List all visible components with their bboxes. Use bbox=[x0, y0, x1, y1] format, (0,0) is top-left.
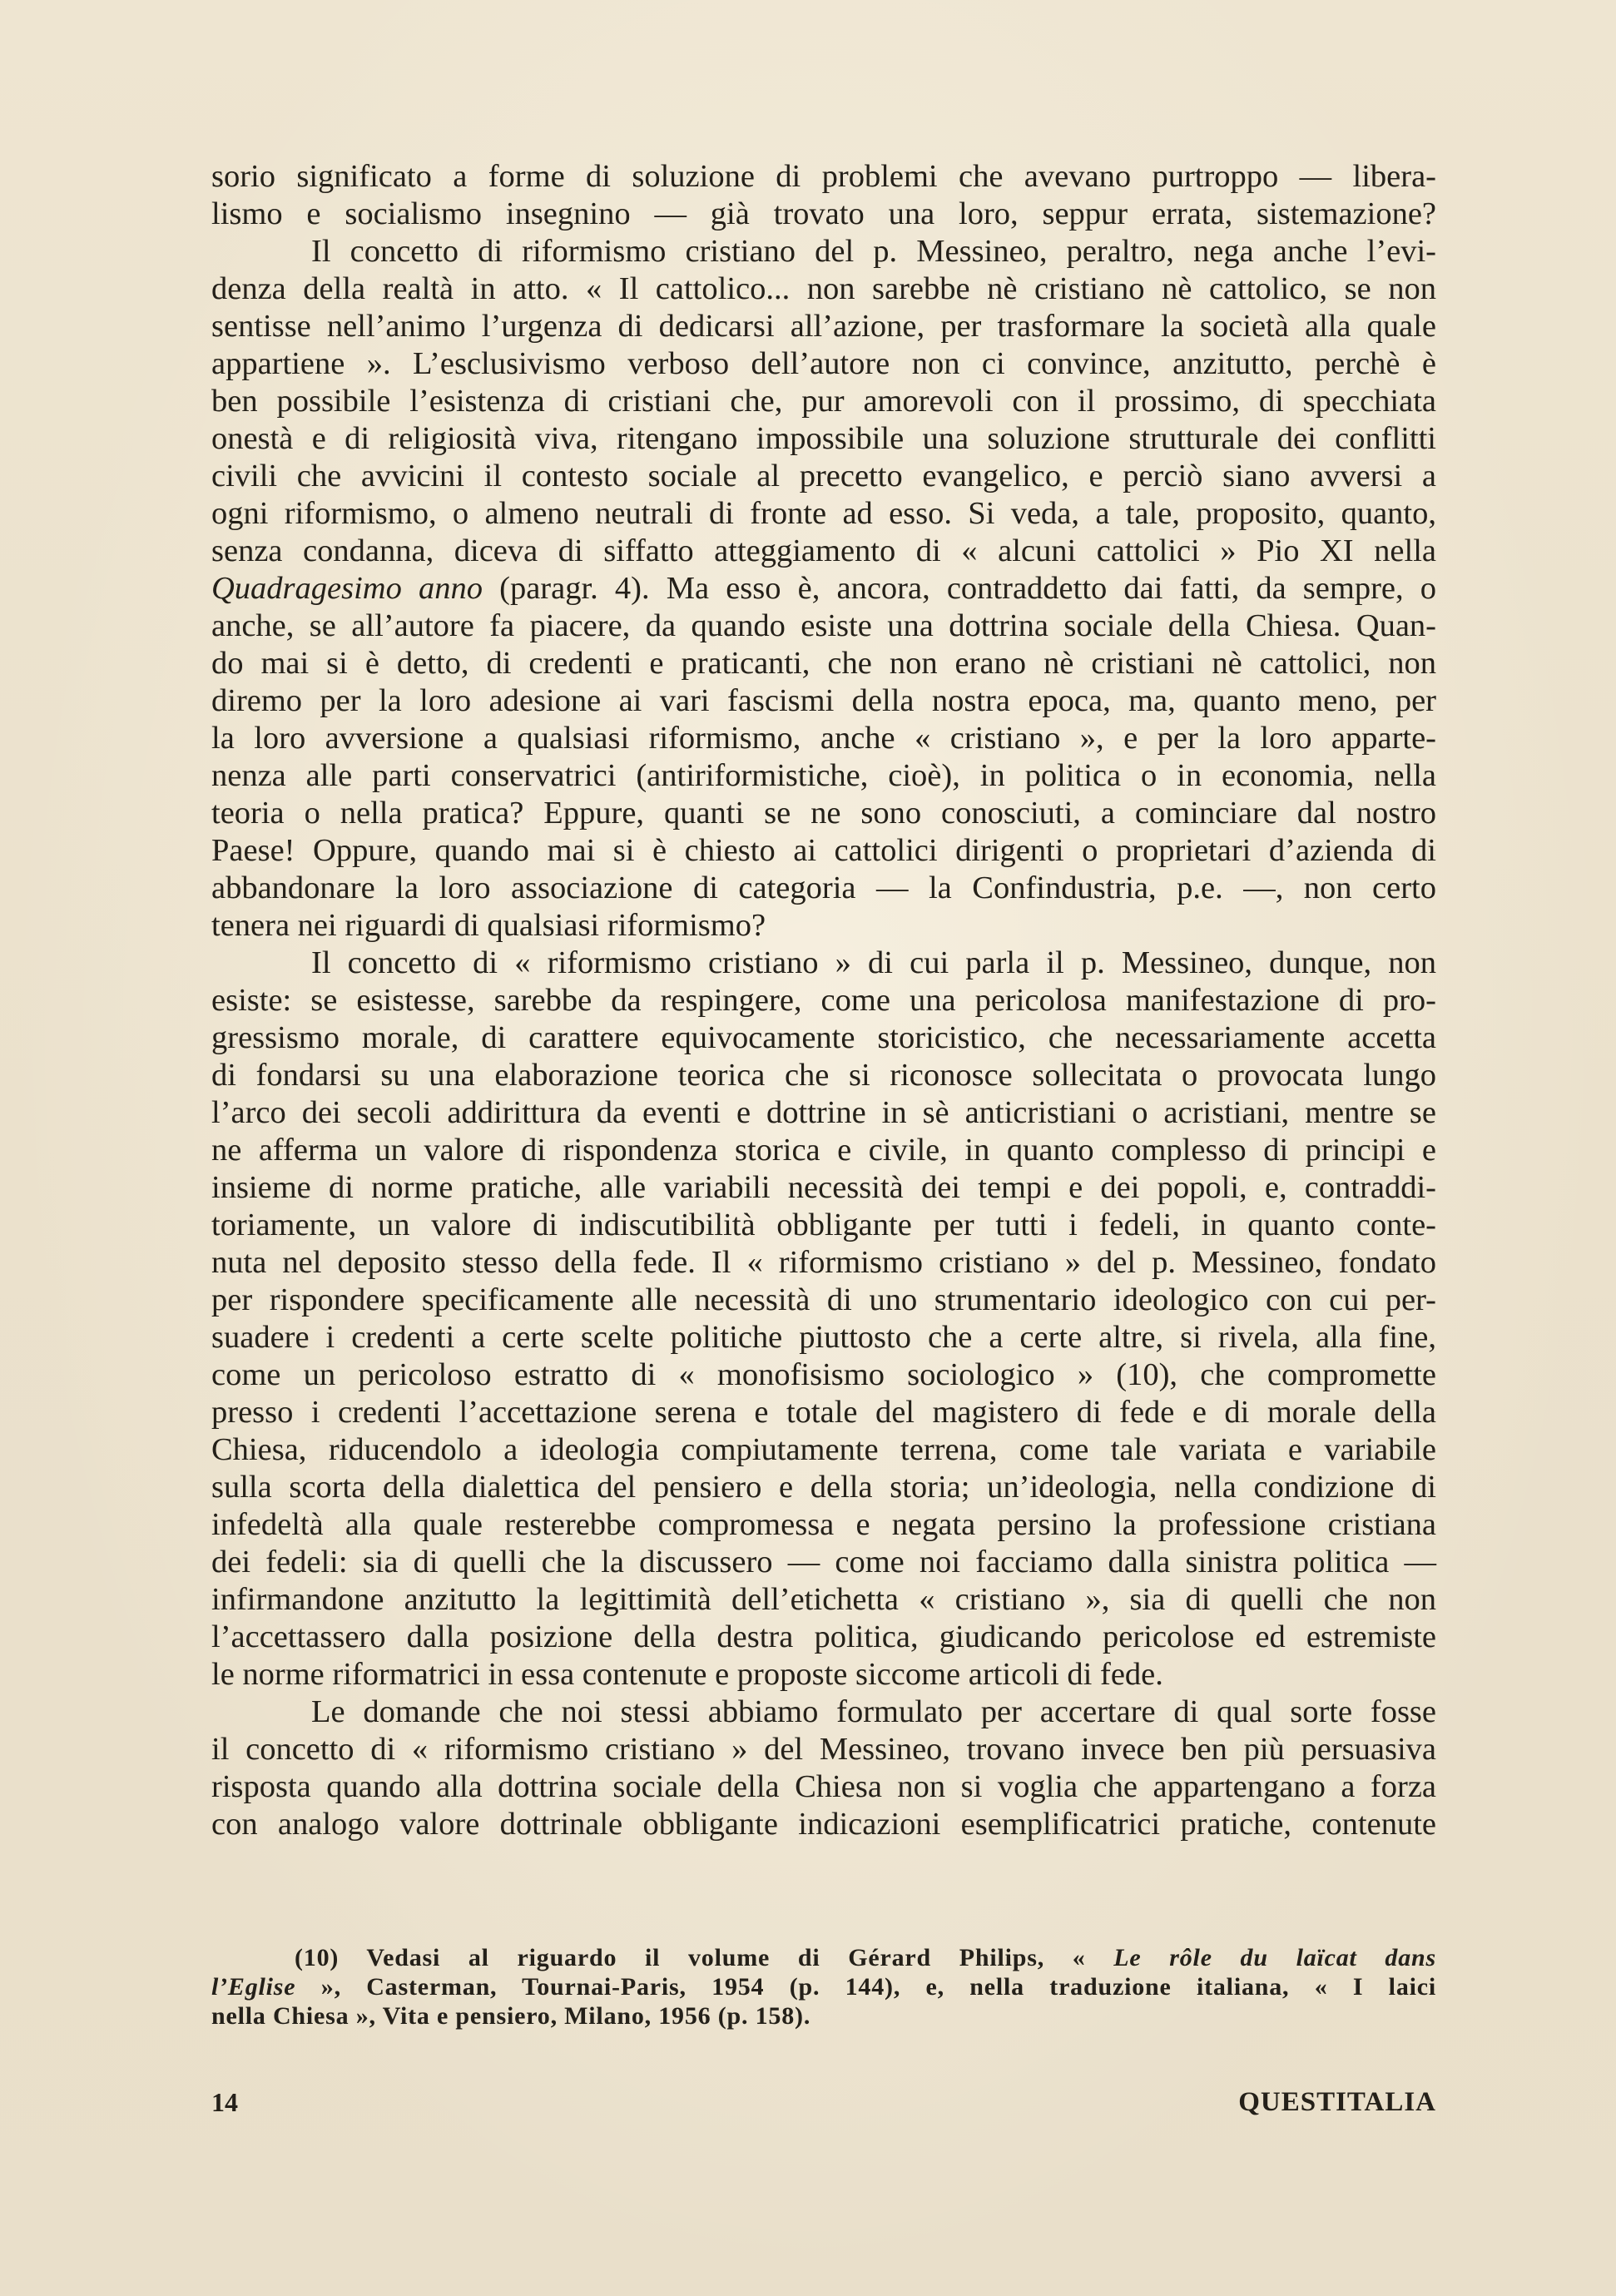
text-line: diremo per la loro adesione ai vari fascismi della nostra epoca, ma, quanto meno, per bbox=[211, 683, 1436, 718]
text-line: abbandonare la loro associazione di categoria — la Confindustria, p.e. —, non certo bbox=[211, 870, 1436, 905]
page-number: 14 bbox=[211, 2087, 238, 2117]
text-line: sorio significato a forme di soluzione di problemi che avevano purtroppo — libera- bbox=[211, 159, 1436, 194]
text-line: Il concetto di « riformismo cristiano » di cui parla il p. Messineo, dunque, non bbox=[311, 945, 1436, 980]
text-line: Il concetto di riformismo cristiano del p. Messineo, peraltro, nega anche l’evi- bbox=[311, 234, 1436, 269]
footnote-line bbox=[211, 1943, 1436, 1972]
footnote-line: nella Chiesa », Vita e pensiero, Milano, 1956 (p. 158). bbox=[211, 2002, 811, 2030]
text-line: tenera nei riguardi di qualsiasi riformismo? bbox=[211, 908, 766, 943]
text-line: il concetto di « riformismo cristiano » del Messineo, trovano invece ben più persuasiva bbox=[211, 1732, 1436, 1767]
magazine-name: QUESTITALIA bbox=[1238, 2087, 1436, 2117]
text-line: ogni riformismo, o almeno neutrali di fronte ad esso. Si veda, a tale, proposito, quanto, bbox=[211, 496, 1436, 531]
text-line: teoria o nella pratica? Eppure, quanti se ne sono conosciuti, a cominciare dal nostro bbox=[211, 796, 1436, 831]
text-line: nuta nel deposito stesso della fede. Il « riformismo cristiano » del p. Messineo, fondato bbox=[211, 1245, 1436, 1280]
text-line: appartiene ». L’esclusivismo verboso dell’autore non ci convince, anzitutto, perchè è bbox=[211, 346, 1436, 381]
text-line: di fondarsi su una elaborazione teorica che si riconosce sollecitata o provocata lungo bbox=[211, 1058, 1436, 1093]
text-line: presso i credenti l’accettazione serena e totale del magistero di fede e di morale della bbox=[211, 1395, 1436, 1430]
text-line: ben possibile l’esistenza di cristiani che, pur amorevoli con il prossimo, di specchiata bbox=[211, 384, 1436, 419]
italic-title: Quadragesimo anno bbox=[211, 571, 483, 606]
text-line: Paese! Oppure, quando mai si è chiesto ai cattolici dirigenti o proprietari d’azienda di bbox=[211, 833, 1436, 868]
text-line: denza della realtà in atto. « Il cattolico... non sarebbe nè cristiano nè cattolico, se non bbox=[211, 271, 1436, 306]
text-line: l’arco dei secoli addirittura da eventi e dottrine in sè anticristiani o acristiani, mentre se bbox=[211, 1095, 1436, 1130]
footnote-number: (10) Vedasi al riguardo il volume di Gérard Philips, « bbox=[295, 1944, 1086, 1971]
footnote-text: », Casterman, Tournai-Paris, 1954 (p. 144), e, nella traduzione italiana, « I laici bbox=[295, 1973, 1436, 2001]
text-line: nenza alle parti conservatrici (antiriformistiche, cioè), in politica o in economia, nella bbox=[211, 758, 1436, 793]
text-line: anche, se all’autore fa piacere, da quando esiste una dottrina sociale della Chiesa. Quan- bbox=[211, 608, 1436, 643]
text-line: risposta quando alla dottrina sociale della Chiesa non si voglia che appartengano a forza bbox=[211, 1769, 1436, 1804]
footnote-italic: l’Eglise bbox=[211, 1973, 296, 2001]
text-line: con analogo valore dottrinale obbligante indicazioni esemplificatrici pratiche, contenute bbox=[211, 1807, 1436, 1842]
text-line: la loro avversione a qualsiasi riformismo, anche « cristiano », e per la loro apparte- bbox=[211, 721, 1436, 756]
footnote-line bbox=[211, 1972, 1436, 2001]
text-line bbox=[211, 570, 1436, 607]
text-line: sulla scorta della dialettica del pensiero e della storia; un’ideologia, nella condizione di bbox=[211, 1470, 1436, 1505]
text-line: toriamente, un valore di indiscutibilità obbligante per tutti i fedeli, in quanto conte- bbox=[211, 1208, 1436, 1242]
text-line: onestà e di religiosità viva, ritengano impossibile una soluzione strutturale dei conflitti bbox=[211, 421, 1436, 456]
text-line: insieme di norme pratiche, alle variabili necessità dei tempi e dei popoli, e, contraddi- bbox=[211, 1170, 1436, 1205]
text-line: civili che avvicini il contesto sociale al precetto evangelico, e perciò siano avversi a bbox=[211, 459, 1436, 493]
footnote-italic: Le rôle du laïcat dans bbox=[1085, 1944, 1436, 1971]
text-line: l’accettassero dalla posizione della destra politica, giudicando pericolose ed estremiste bbox=[211, 1619, 1436, 1654]
text-line: per rispondere specificamente alle necessità di uno strumentario ideologico con cui per- bbox=[211, 1282, 1436, 1317]
text-line: do mai si è detto, di credenti e praticanti, che non erano nè cristiani nè cattolici, non bbox=[211, 646, 1436, 681]
text-line: lismo e socialismo insegnino — già trovato una loro, seppur errata, sistemazione? bbox=[211, 196, 1436, 231]
text-line: dei fedeli: sia di quelli che la discussero — come noi facciamo dalla sinistra politica — bbox=[211, 1545, 1436, 1579]
text-line: Chiesa, riducendolo a ideologia compiutamente terrena, come tale variata e variabile bbox=[211, 1432, 1436, 1467]
text-line: le norme riformatrici in essa contenute e proposte siccome articoli di fede. bbox=[211, 1657, 1163, 1692]
text-line: ne afferma un valore di rispondenza storica e civile, in quanto complesso di principi e bbox=[211, 1133, 1436, 1168]
text-line: infedeltà alla quale resterebbe compromessa e negata persino la professione cristiana bbox=[211, 1507, 1436, 1542]
text-line: infirmandone anzitutto la legittimità dell’etichetta « cristiano », sia di quelli che non bbox=[211, 1582, 1436, 1617]
text-line: esiste: se esistesse, sarebbe da respingere, come una pericolosa manifestazione di pro- bbox=[211, 983, 1436, 1018]
text-line: come un pericoloso estratto di « monofisismo sociologico » (10), che compromette bbox=[211, 1357, 1436, 1392]
text-line: senza condanna, diceva di siffatto atteggiamento di « alcuni cattolici » Pio XI nella bbox=[211, 533, 1436, 568]
body-text bbox=[211, 158, 1436, 1843]
text-line-rest: (paragr. 4). Ma esso è, ancora, contraddetto dai fatti, da sempre, o bbox=[483, 571, 1436, 606]
text-line: gressismo morale, di carattere equivocamente storicistico, che necessariamente accetta bbox=[211, 1020, 1436, 1055]
text-line: Le domande che noi stessi abbiamo formulato per accertare di qual sorte fosse bbox=[311, 1694, 1436, 1729]
footnote bbox=[211, 1943, 1436, 2031]
text-line: suadere i credenti a certe scelte politiche piuttosto che a certe altre, si rivela, alla fine, bbox=[211, 1320, 1436, 1355]
text-line: sentisse nell’animo l’urgenza di dedicarsi all’azione, per trasformare la società alla quale bbox=[211, 309, 1436, 344]
